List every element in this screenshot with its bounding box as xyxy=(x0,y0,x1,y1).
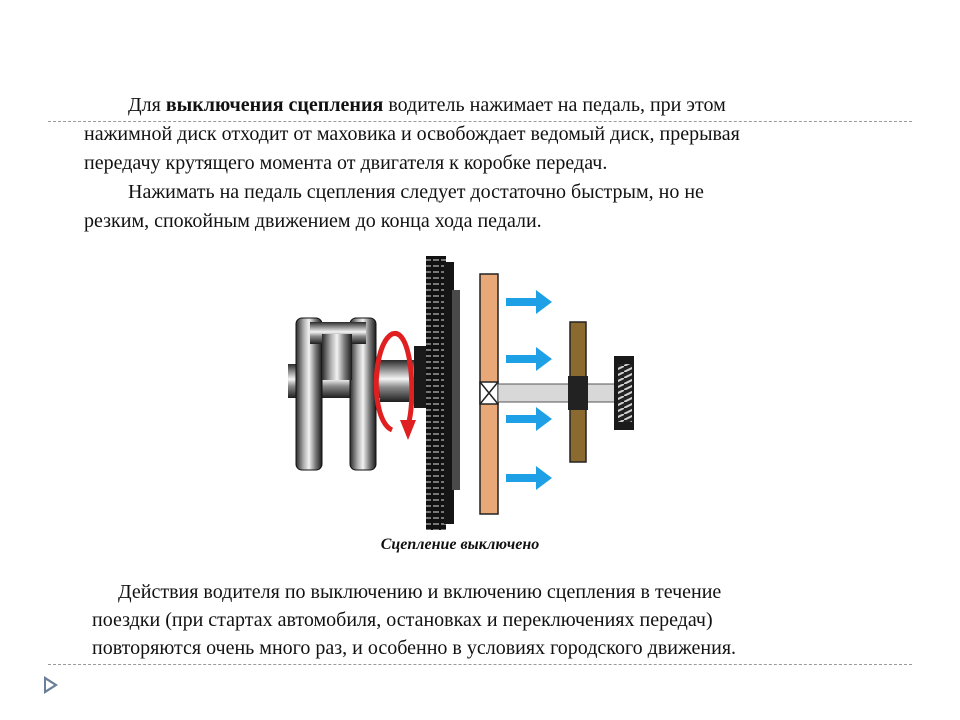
flywheel-ring-gear xyxy=(426,256,446,530)
arrow-right-icon xyxy=(506,466,552,490)
paragraph-frequency-line2: поездки (при стартах автомобиля, остановках и переключениях передач) xyxy=(92,609,713,631)
driven-disc xyxy=(568,322,588,462)
slide-nav-triangle-icon[interactable] xyxy=(44,676,58,694)
paragraph-pedal-technique-line2: резким, спокойным движением до конца хода педали. xyxy=(84,210,542,232)
crankshaft xyxy=(288,318,428,470)
arrow-right-icon xyxy=(506,347,552,371)
gearbox-spline xyxy=(614,356,634,430)
paragraph-clutch-disengage-line2: нажимной диск отходит от маховика и освобождает ведомый диск, прерывая xyxy=(84,123,740,145)
figure-caption: Сцепление выключено xyxy=(380,536,540,553)
arrow-right-icon xyxy=(506,407,552,431)
flywheel xyxy=(414,256,460,530)
paragraph-pedal-technique-line1: Нажимать на педаль сцепления следует достаточно быстрым, но не xyxy=(128,181,704,203)
bold-term-clutch-disengage: выключения сцепления xyxy=(165,94,384,116)
pressure-plate xyxy=(480,274,498,514)
gearbox-input-shaft xyxy=(498,384,616,402)
paragraph-clutch-disengage-line3: передачу крутящего момента от двигателя к коробке передач. xyxy=(84,152,608,174)
paragraph-frequency-line3: повторяются очень много раз, и особенно в условиях городского движения. xyxy=(92,637,737,659)
arrow-right-icon xyxy=(506,290,552,314)
crank-pin-journal xyxy=(322,334,352,380)
text-suffix: водитель нажимает на педаль, при этом xyxy=(383,94,726,116)
text-prefix: Для xyxy=(128,94,166,116)
paragraph-frequency-line1: Действия водителя по выключению и включению сцепления в течение xyxy=(118,581,722,603)
